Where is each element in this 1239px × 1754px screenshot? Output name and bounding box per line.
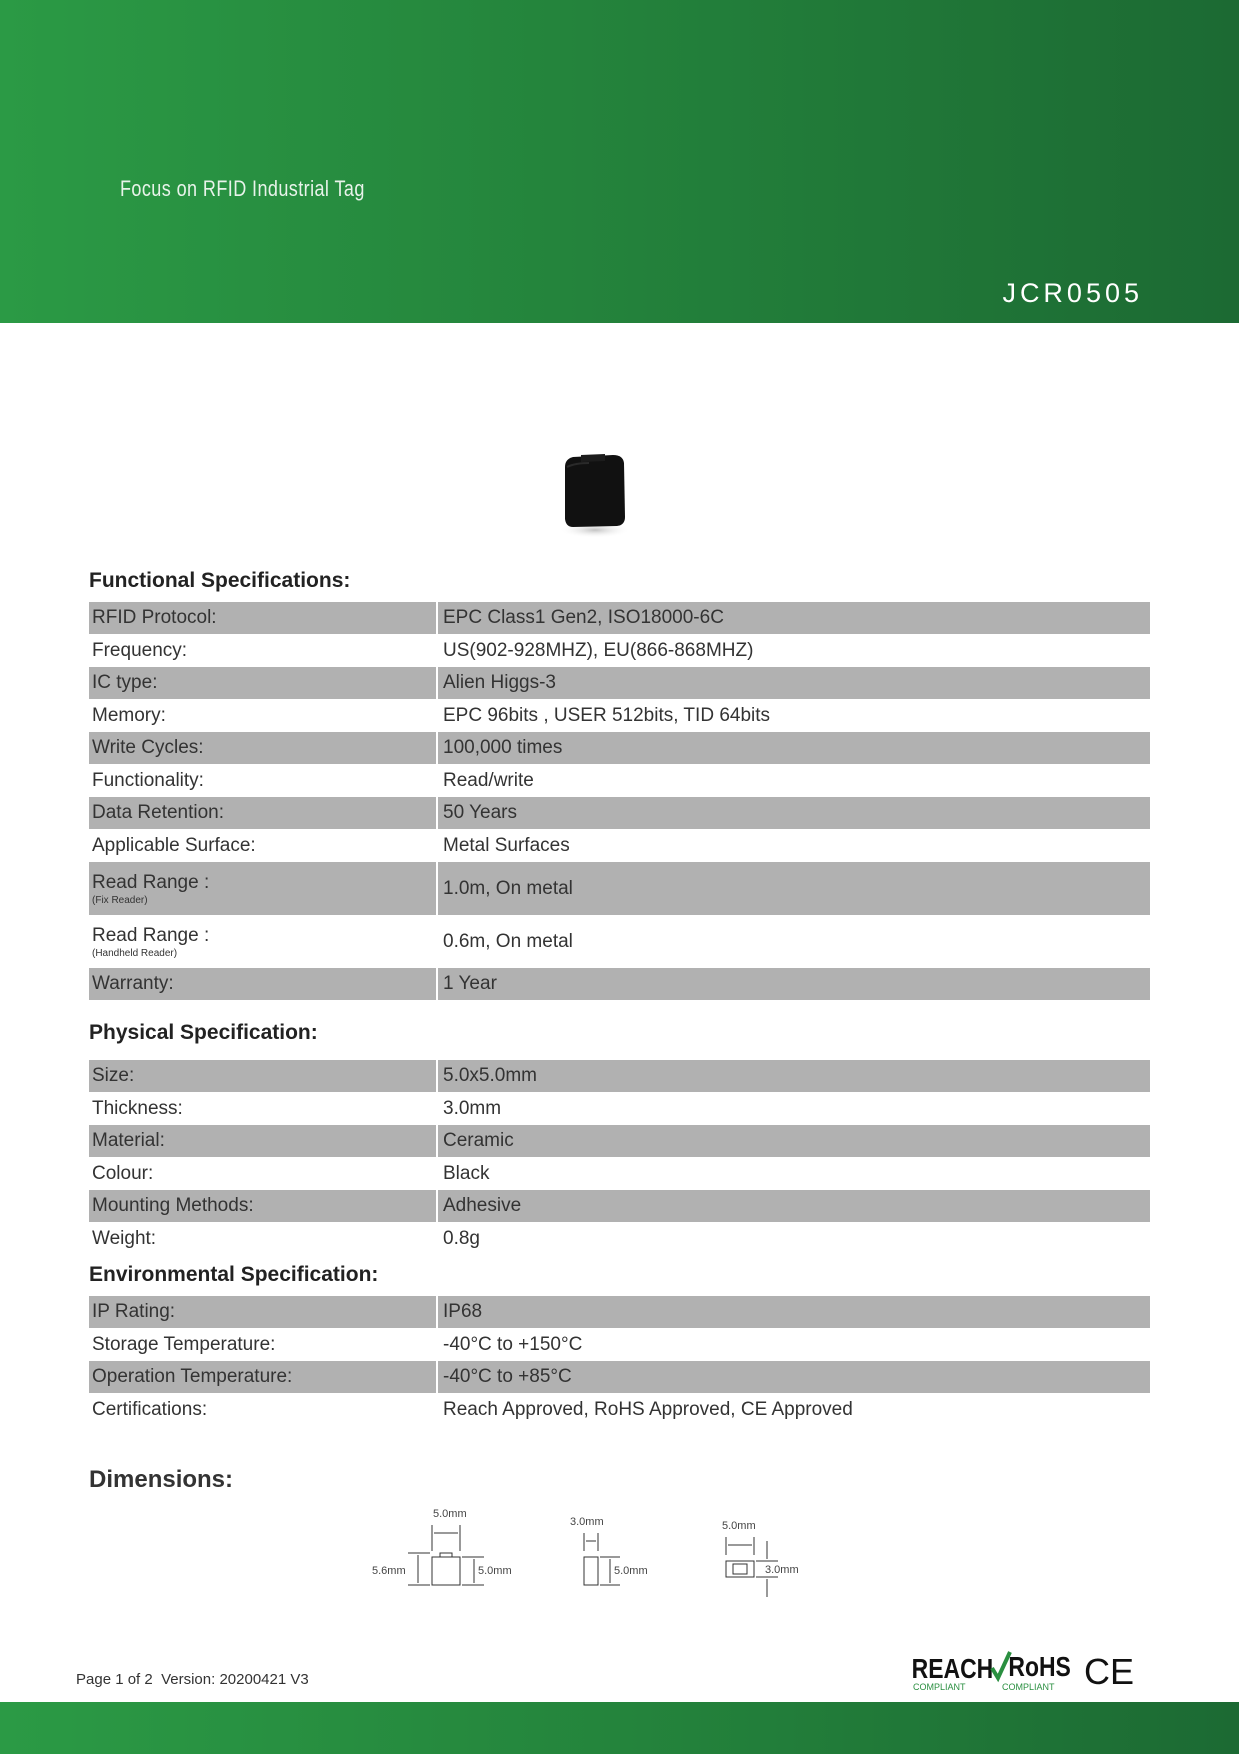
row-value: US(902-928MHZ), EU(866-868MHZ) <box>443 639 754 661</box>
row-label <box>89 1393 438 1426</box>
side-view-drawing <box>584 1533 620 1585</box>
front-view-drawing <box>408 1525 484 1585</box>
table-row <box>89 1190 1150 1222</box>
row-label-text: Write Cycles: <box>92 737 204 758</box>
row-label-text: Storage Temperature: <box>92 1333 276 1355</box>
table-row <box>89 915 1150 968</box>
footer-banner <box>0 1702 1239 1754</box>
top-width-label: 5.0mm <box>722 1520 756 1532</box>
dimensions-title: Dimensions: <box>89 1466 234 1493</box>
row-label-text: Applicable Surface: <box>92 834 256 856</box>
top-depth-label: 3.0mm <box>765 1564 799 1576</box>
table-row <box>89 1157 1150 1190</box>
table-row <box>89 667 1150 699</box>
row-label-text: Read Range : <box>92 871 210 893</box>
row-label-text: Colour: <box>92 1162 154 1184</box>
row-label-text: Frequency: <box>92 639 188 661</box>
tagline: Focus on RFID Industrial Tag <box>120 176 365 201</box>
row-label-text: Thickness: <box>92 1097 183 1119</box>
row-label-text: Read Range : <box>92 924 210 946</box>
row-value: Alien Higgs-3 <box>443 672 556 693</box>
row-label <box>89 862 438 915</box>
functional-spec-table <box>89 602 1150 1000</box>
row-sublabel: (Handheld Reader) <box>92 947 178 959</box>
row-label <box>89 1361 438 1393</box>
table-row <box>89 1361 1150 1393</box>
row-value: 50 Years <box>443 802 517 823</box>
table-row <box>89 764 1150 797</box>
row-label-text: Functionality: <box>92 769 204 791</box>
black-square-tag-icon <box>555 445 635 545</box>
row-value: IP68 <box>443 1301 483 1322</box>
table-row <box>89 862 1150 915</box>
row-label <box>89 602 438 634</box>
row-value: 3.0mm <box>443 1097 502 1119</box>
table-row <box>89 1222 1150 1255</box>
row-label-text: Data Retention: <box>92 802 225 823</box>
row-label-text: IC type: <box>92 672 158 693</box>
row-label <box>89 667 438 699</box>
rohs-check-icon <box>992 1652 1010 1678</box>
environmental-spec-title: Environmental Specification: <box>89 1263 379 1286</box>
table-row <box>89 829 1150 862</box>
row-value: Reach Approved, RoHS Approved, CE Approved <box>443 1398 853 1420</box>
row-value: 1.0m, On metal <box>443 877 573 899</box>
row-value: -40°C to +150°C <box>443 1333 583 1355</box>
model-number: JCR0505 <box>1002 278 1143 308</box>
row-label-text: Operation Temperature: <box>92 1366 293 1387</box>
row-label <box>89 1222 438 1255</box>
row-value: 100,000 times <box>443 737 563 758</box>
row-label <box>89 699 438 732</box>
header-banner <box>0 0 1239 323</box>
row-label <box>89 915 438 968</box>
row-label <box>89 797 438 829</box>
reach-compliant-label: COMPLIANT <box>913 1682 966 1692</box>
row-value: EPC 96bits , USER 512bits, TID 64bits <box>443 704 771 726</box>
row-value: 5.0x5.0mm <box>443 1065 537 1086</box>
table-row <box>89 732 1150 764</box>
physical-spec-table <box>89 1060 1150 1255</box>
front-height-left-label: 5.6mm <box>372 1565 406 1577</box>
row-sublabel: (Fix Reader) <box>92 894 148 906</box>
row-label <box>89 1157 438 1190</box>
front-width-label: 5.0mm <box>433 1508 467 1520</box>
side-height-label: 5.0mm <box>614 1565 648 1577</box>
table-row <box>89 1328 1150 1361</box>
row-value: 0.6m, On metal <box>443 930 573 952</box>
table-row <box>89 1125 1150 1157</box>
row-value: Read/write <box>443 769 534 791</box>
row-label <box>89 1092 438 1125</box>
row-label <box>89 1296 438 1328</box>
table-row <box>89 797 1150 829</box>
row-label-text: Memory: <box>92 704 166 726</box>
row-value: EPC Class1 Gen2, ISO18000-6C <box>443 607 724 628</box>
physical-spec-title: Physical Specification: <box>89 1021 318 1044</box>
rohs-logo: RoHS <box>1008 1651 1071 1683</box>
version-label: Version: 20200421 V3 <box>161 1671 309 1688</box>
row-label <box>89 829 438 862</box>
row-value: Adhesive <box>443 1195 522 1216</box>
row-value: Metal Surfaces <box>443 834 570 856</box>
row-label <box>89 634 438 667</box>
row-label-text: Weight: <box>92 1227 157 1249</box>
row-label <box>89 1328 438 1361</box>
table-row <box>89 1092 1150 1125</box>
row-label-text: Certifications: <box>92 1398 208 1420</box>
row-value: -40°C to +85°C <box>443 1366 572 1387</box>
table-row <box>89 699 1150 732</box>
row-label <box>89 1125 438 1157</box>
side-width-label: 3.0mm <box>570 1516 604 1528</box>
table-row <box>89 634 1150 667</box>
row-value: Ceramic <box>443 1130 514 1151</box>
table-row <box>89 1296 1150 1328</box>
table-row <box>89 1060 1150 1092</box>
dimension-drawings <box>368 1505 828 1615</box>
environmental-spec-table <box>89 1296 1150 1426</box>
row-value: Black <box>443 1162 490 1184</box>
front-height-right-label: 5.0mm <box>478 1565 512 1577</box>
row-label-text: Warranty: <box>92 973 174 994</box>
row-value: 1 Year <box>443 973 497 994</box>
row-label-text: Mounting Methods: <box>92 1195 254 1216</box>
row-label-text: IP Rating: <box>92 1301 176 1322</box>
page-number: Page 1 of 2 <box>76 1671 153 1688</box>
row-value: 0.8g <box>443 1227 480 1249</box>
row-label-text: Material: <box>92 1130 165 1151</box>
ce-logo: CE <box>1084 1651 1135 1692</box>
table-row <box>89 968 1150 1000</box>
row-label <box>89 1190 438 1222</box>
table-row <box>89 602 1150 634</box>
row-label-text: RFID Protocol: <box>92 607 217 628</box>
row-label <box>89 968 438 1000</box>
footer-page-info <box>76 1671 309 1688</box>
row-label <box>89 732 438 764</box>
certification-logos <box>910 1640 1140 1700</box>
row-label <box>89 764 438 797</box>
table-row <box>89 1393 1150 1426</box>
row-label <box>89 1060 438 1092</box>
reach-logo: REACH <box>911 1653 994 1685</box>
rohs-compliant-label: COMPLIANT <box>1002 1682 1055 1692</box>
row-label-text: Size: <box>92 1065 135 1086</box>
functional-spec-title: Functional Specifications: <box>89 569 351 592</box>
